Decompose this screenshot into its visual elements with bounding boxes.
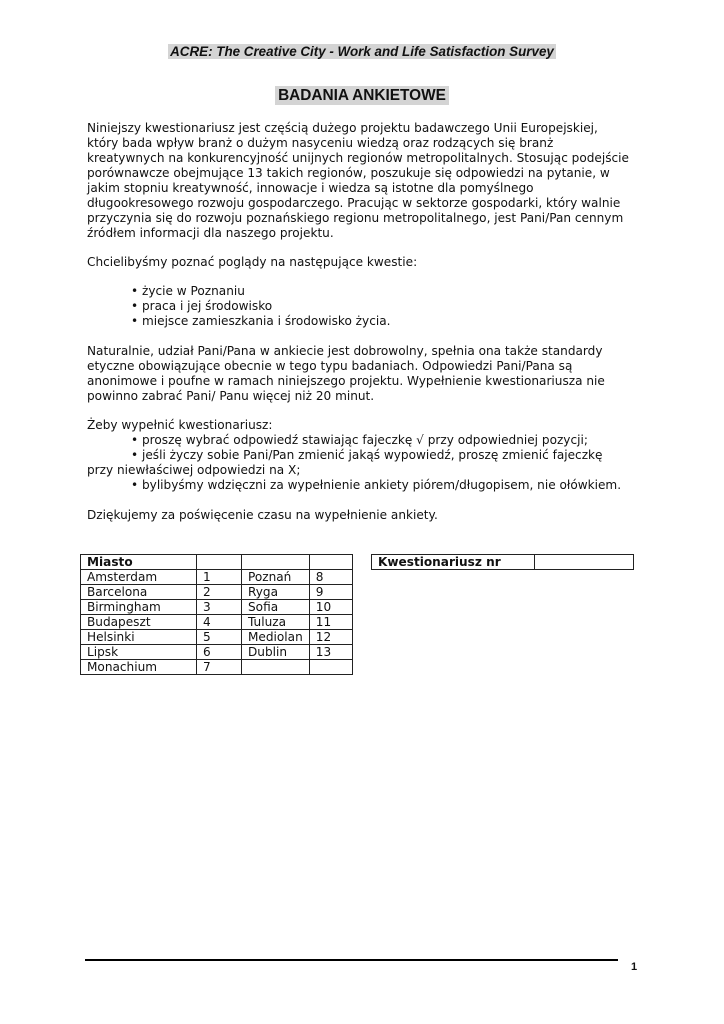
table-cell: [197, 555, 242, 570]
fill-item: • jeśli życzy sobie Pani/Pan zmienić jakąś wypowiedź, proszę zmienić fajeczkę: [131, 448, 603, 462]
table-row: [81, 630, 353, 645]
topic-item: [87, 284, 647, 299]
footer-rule: [85, 959, 618, 961]
fill-item: • proszę wybrać odpowiedź stawiając fajeczkę √ przy odpowiedniej pozycji;: [131, 433, 588, 447]
city-code: 11: [309, 615, 352, 630]
city-name: Monachium: [81, 660, 197, 675]
topic-text: miejsce zamieszkania i środowisko życia.: [141, 314, 391, 328]
city-code: 4: [197, 615, 242, 630]
intro-line: kreatywnych na konkurencyjność unijnych regionów metropolitalnych. Stosując podejście: [87, 151, 629, 165]
intro-line: porównawcze obejmujące 13 takich regionów, poszukuje się odpowiedzi na pytanie, w: [87, 166, 610, 180]
fill-instructions: [87, 418, 647, 493]
city-code: 13: [309, 645, 352, 660]
voluntary-line: etyczne obowiązujące obecnie w tego typu badaniach. Odpowiedzi Pani/Pana są: [87, 359, 573, 373]
thanks-text: Dziękujemy za poświęcenie czasu na wypełnienie ankiety.: [87, 508, 438, 522]
page-number: 1: [631, 961, 638, 973]
questionnaire-number-field[interactable]: [535, 555, 634, 570]
city-code: 7: [197, 660, 242, 675]
table-row: [81, 600, 353, 615]
title-text: BADANIA ANKIETOWE: [275, 86, 449, 105]
table-cell: [242, 555, 310, 570]
intro-line: długookresowego rozwoju gospodarczego. Pracując w sektorze gospodarki, który walnie: [87, 196, 621, 210]
topics-list: [87, 284, 647, 329]
intro-line: jakim stopniu kreatywność, innowacje i wiedza są istotne dla pomyślnego: [87, 181, 534, 195]
city-name: Barcelona: [81, 585, 197, 600]
table-row: [372, 555, 634, 570]
table-row: [81, 570, 353, 585]
fill-intro: Żeby wypełnić kwestionariusz:: [87, 418, 273, 432]
city-name: Birmingham: [81, 600, 197, 615]
table-row: [81, 555, 353, 570]
questionnaire-number-label: Kwestionariusz nr: [372, 555, 535, 570]
city-code: 6: [197, 645, 242, 660]
voluntary-paragraph: [87, 344, 647, 404]
questionnaire-number-table: [371, 554, 634, 570]
city-name: Helsinki: [81, 630, 197, 645]
city-code: 10: [309, 600, 352, 615]
city-name: Ryga: [242, 585, 310, 600]
city-code: 9: [309, 585, 352, 600]
table-row: [81, 660, 353, 675]
table-cell: [309, 555, 352, 570]
city-table: [80, 554, 353, 675]
city-name: Lipsk: [81, 645, 197, 660]
table-row: [81, 645, 353, 660]
topic-item: [87, 299, 647, 314]
intro-line: źródłem informacji dla naszego projektu.: [87, 226, 334, 240]
topics-intro-text: Chcielibyśmy poznać poglądy na następujące kwestie:: [87, 255, 418, 269]
city-name: Poznań: [242, 570, 310, 585]
city-name: Amsterdam: [81, 570, 197, 585]
intro-line: przyczynia się do rozwoju poznańskiego regionu metropolitalnego, jest Pani/Pan cennym: [87, 211, 624, 225]
city-code: 3: [197, 600, 242, 615]
fill-item-continuation: przy niewłaściwej odpowiedzi na X;: [87, 463, 301, 477]
fill-item: • bylibyśmy wdzięczni za wypełnienie ankiety piórem/długopisem, nie ołówkiem.: [131, 478, 622, 492]
intro-line: Niniejszy kwestionariusz jest częścią dużego projektu badawczego Unii Europejskiej,: [87, 121, 598, 135]
city-name: Budapeszt: [81, 615, 197, 630]
voluntary-line: anonimowe i poufne w ramach niniejszego projektu. Wypełnienie kwestionariusza nie: [87, 374, 605, 388]
topics-intro: [87, 255, 647, 270]
city-code: 5: [197, 630, 242, 645]
intro-paragraph: [87, 121, 647, 241]
city-code: 12: [309, 630, 352, 645]
city-code: 2: [197, 585, 242, 600]
city-name: Sofia: [242, 600, 310, 615]
city-code: 1: [197, 570, 242, 585]
header-text: ACRE: The Creative City - Work and Life Satisfaction Survey: [170, 44, 554, 59]
city-name: [242, 660, 310, 675]
city-code: 8: [309, 570, 352, 585]
intro-line: który bada wpływ branż o dużym nasyceniu wiedzą oraz rodzących się branż: [87, 136, 554, 150]
city-name: Tuluza: [242, 615, 310, 630]
table-row: [81, 615, 353, 630]
topic-text: życie w Poznaniu: [141, 284, 245, 298]
topic-text: praca i jej środowisko: [141, 299, 273, 313]
topic-item: [87, 314, 647, 329]
fill-item-text: jeśli życzy sobie Pani/Pan zmienić jakąś wypowiedź, proszę zmienić fajeczkę: [141, 448, 603, 462]
voluntary-line: powinno zabrać Pani/ Panu więcej niż 20 minut.: [87, 389, 375, 403]
document-header: [0, 41, 724, 60]
city-header: Miasto: [81, 555, 197, 570]
city-name: Dublin: [242, 645, 310, 660]
thanks-paragraph: [87, 508, 647, 523]
fill-item-text: bylibyśmy wdzięczni za wypełnienie ankiety piórem/długopisem, nie ołówkiem.: [141, 478, 622, 492]
document-title: [0, 85, 724, 105]
city-code: [309, 660, 352, 675]
table-row: [81, 585, 353, 600]
voluntary-line: Naturalnie, udział Pani/Pana w ankiecie jest dobrowolny, spełnia ona także standardy: [87, 344, 603, 358]
fill-item-text: proszę wybrać odpowiedź stawiając fajeczkę √ przy odpowiedniej pozycji;: [141, 433, 588, 447]
city-name: Mediolan: [242, 630, 310, 645]
